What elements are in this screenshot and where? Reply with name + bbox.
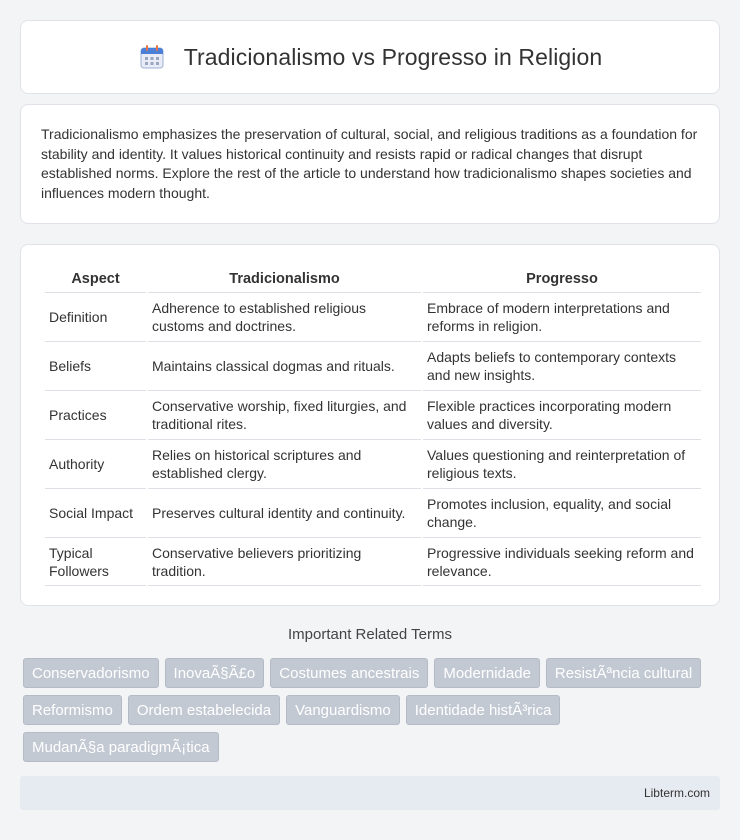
tradicionalismo-cell: Conservative believers prioritizing tradition. (148, 537, 421, 586)
tradicionalismo-cell: Relies on historical scriptures and established clergy. (148, 439, 421, 488)
table-row (45, 537, 701, 586)
aspect-cell: Beliefs (45, 341, 146, 390)
progresso-cell: Promotes inclusion, equality, and social change. (423, 488, 701, 537)
aspect-cell: Definition (45, 292, 146, 341)
intro-card (20, 104, 720, 224)
table-row (45, 488, 701, 537)
related-term-tag[interactable]: Modernidade (434, 658, 540, 688)
related-term-tag[interactable]: Identidade histÃ³rica (406, 695, 561, 725)
related-term-tag[interactable]: InovaÃ§Ã£o (165, 658, 265, 688)
aspect-cell: Typical Followers (45, 537, 146, 586)
related-term-tag[interactable]: MudanÃ§a paradigmÃ¡tica (23, 732, 219, 762)
related-terms-list (23, 658, 723, 762)
intro-text: Tradicionalismo emphasizes the preservation of cultural, social, and religious traditions as a foundation for stability and identity. It values historical continuity and resists rapid or radical changes that disrupt established norms. Explore the rest of the article to understand how tradicionalismo shapes societies and influences modern thought. (41, 126, 698, 201)
table-row (45, 341, 701, 390)
related-term-tag[interactable]: Reformismo (23, 695, 122, 725)
tradicionalismo-cell: Preserves cultural identity and continuity. (148, 488, 421, 537)
tradicionalismo-cell: Maintains classical dogmas and rituals. (148, 341, 421, 390)
header-tradicionalismo: Tradicionalismo (229, 270, 340, 287)
related-term-tag[interactable]: Ordem estabelecida (128, 695, 280, 725)
table-row (45, 292, 701, 341)
calendar-icon (138, 43, 166, 71)
table-header-row (45, 265, 701, 292)
footer-site-link[interactable]: Libterm.com (643, 786, 710, 800)
tradicionalismo-cell: Adherence to established religious customs and doctrines. (148, 292, 421, 341)
related-term-tag[interactable]: Conservadorismo (23, 658, 159, 688)
progresso-cell: Flexible practices incorporating modern values and diversity. (423, 390, 701, 439)
aspect-cell: Authority (45, 439, 146, 488)
related-terms-title: Important Related Terms (288, 626, 452, 643)
progresso-cell: Progressive individuals seeking reform and relevance. (423, 537, 701, 586)
related-term-tag[interactable]: ResistÃªncia cultural (546, 658, 701, 688)
progresso-cell: Values questioning and reinterpretation of religious texts. (423, 439, 701, 488)
tradicionalismo-cell: Conservative worship, fixed liturgies, and traditional rites. (148, 390, 421, 439)
header-card (20, 20, 720, 94)
header (138, 43, 603, 71)
progresso-cell: Embrace of modern interpretations and reforms in religion. (423, 292, 701, 341)
header-progresso: Progresso (526, 270, 598, 287)
table-row (45, 390, 701, 439)
comparison-table (43, 265, 703, 586)
comparison-card (20, 244, 720, 606)
footer (20, 776, 720, 810)
related-term-tag[interactable]: Costumes ancestrais (270, 658, 428, 688)
table-row (45, 439, 701, 488)
progresso-cell: Adapts beliefs to contemporary contexts and new insights. (423, 341, 701, 390)
related-term-tag[interactable]: Vanguardismo (286, 695, 400, 725)
aspect-cell: Social Impact (45, 488, 146, 537)
header-aspect: Aspect (71, 270, 120, 287)
page-title: Tradicionalismo vs Progresso in Religion (183, 43, 603, 70)
aspect-cell: Practices (45, 390, 146, 439)
